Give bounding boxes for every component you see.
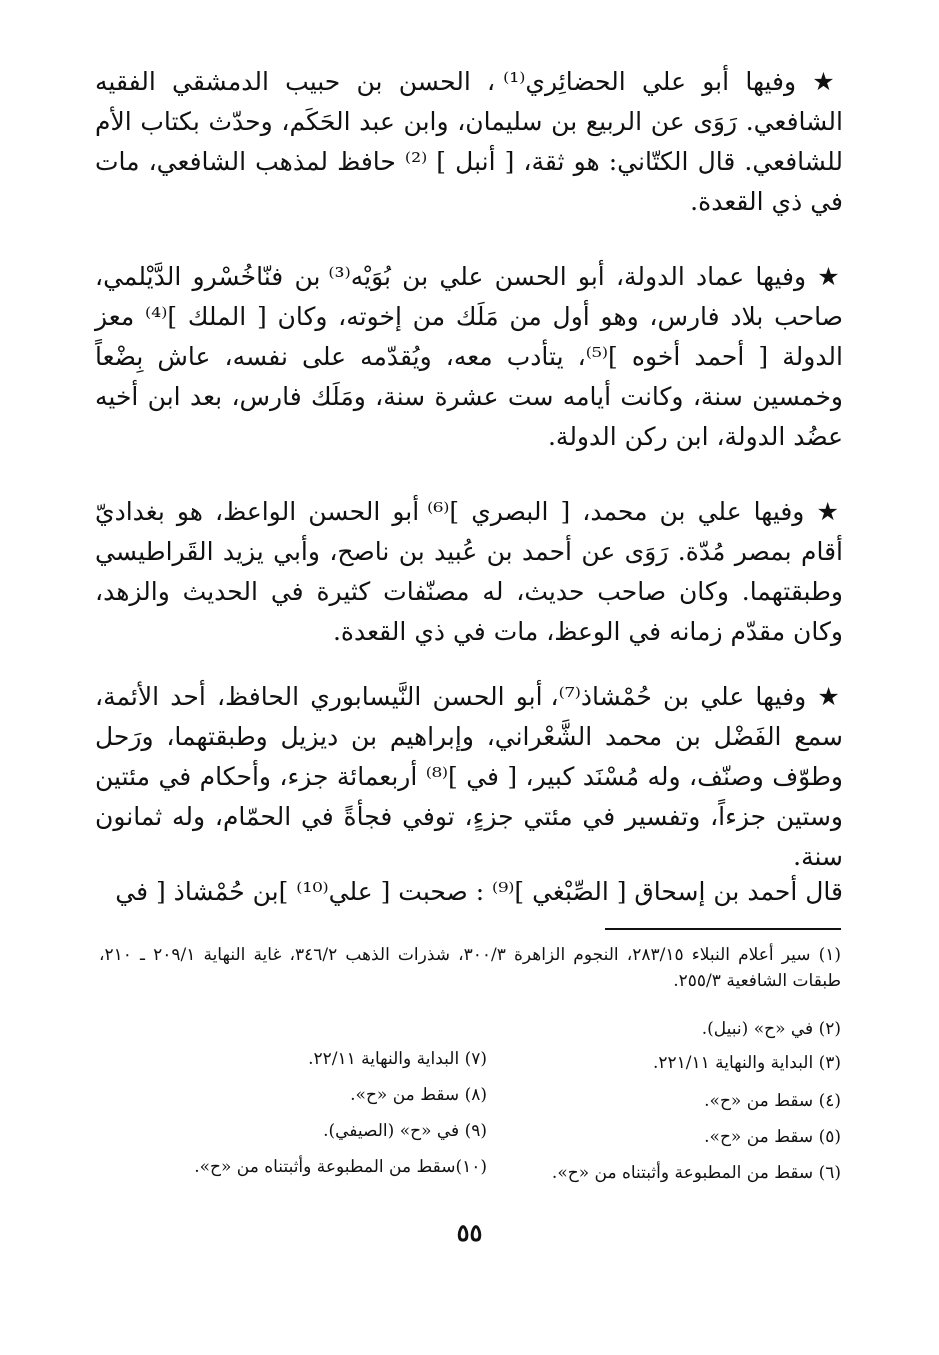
paragraph-al-hadairi: ★ وفيها أبو علي الحضائِري⁽¹⁾ ، الحسن بن حبيب الدمشقي الفقيه الشافعي. رَوَى عن الربيع بن سليمان، وابن عبد الحَكَم، وحدّث بكتاب الأم للشافعي. قال الكتّاني: هو ثقة، [ أنبل ] ⁽²⁾ حافظ لمذهب الشافعي، مات في ذي القعدة. bbox=[95, 67, 844, 216]
footnote-1: (١) سير أعلام النبلاء ٢٨٣/١٥، النجوم الزاهرة ٣٠٠/٣، شذرات الذهب ٣٤٦/٢، غاية النهاية ٢٠٩/١ ـ ٢١٠، طبقات الشافعية ٢٥٥/٣. bbox=[99, 945, 841, 991]
footnote-separator bbox=[605, 928, 841, 930]
page-number: ٥٥ bbox=[456, 1218, 483, 1247]
footnote-8: (٨) سقط من «ح». bbox=[350, 1085, 487, 1105]
paragraph-ali-bin-hamshad: ★ وفيها علي بن حُمْشاذ⁽⁷⁾، أبو الحسن النَّيسابوري الحافظ، أحد الأئمة، سمع الفَضْل بن محمد الشَّعْراني، وإبراهيم بن ديزيل وطبقتهما، ورَحل وطوّف وصنّف، وله مُسْنَد كبير، [ في ]⁽⁸⁾ أربعمائة جزء، وأحكام في مئتين وستين جزءاً، وتفسير في مئتي جزءٍ، توفي فجأةً في الحمّام، وله ثمانون سنة. bbox=[95, 682, 843, 871]
footnote-3: (٣) البداية والنهاية ٢٢١/١١. bbox=[652, 1053, 841, 1073]
paragraph-imad-al-dawla: ★ وفيها عماد الدولة، أبو الحسن علي بن بُوَيْه⁽³⁾ بن فنّاخُسْرو الدَّيْلمي، صاحب بلاد فارس، وهو أول من مَلَك من إخوته، وكان [ الملك ]⁽⁴⁾ معز الدولة [ أحمد أخوه ]⁽⁵⁾، يتأدب معه، ويُقدّمه على نفسه، عاش بِضْعاً وخمسين سنة، وكانت أيامه ست عشرة سنة، ومَلَك فارس، بعد ابن أخيه عضُد الدولة، ابن ركن الدولة. bbox=[95, 262, 843, 451]
footnote-10: (١٠)سقط من المطبوعة وأثبتناه من «ح». bbox=[194, 1157, 487, 1177]
footnote-5: (٥) سقط من «ح». bbox=[704, 1127, 841, 1147]
footnote-4: (٤) سقط من «ح». bbox=[704, 1091, 841, 1111]
footnote-2: (٢) في «ح» (نبيل). bbox=[701, 1019, 841, 1039]
footnote-6: (٦) سقط من المطبوعة وأثبتناه من «ح». bbox=[551, 1163, 841, 1183]
paragraph-ali-bin-muhammad: ★ وفيها علي بن محمد، [ البصري ]⁽⁶⁾ أبو الحسن الواعظ، هو بغداديّ أقام بمصر مُدّة. رَوَى عن أحمد بن عُبيد بن ناصح، وأبي يزيد القَراطيسي وطبقتهما. وكان صاحب حديث، له مصنّفات كثيرة في الحديث والزهد، وكان مقدّم زمانه في الوعظ، مات في ذي القعدة. bbox=[95, 497, 843, 646]
footnote-9: (٩) في «ح» (الصيفي). bbox=[323, 1121, 487, 1141]
footnote-7: (٧) البداية والنهاية ٢٢/١١. bbox=[308, 1049, 487, 1069]
paragraph-ahmad-bin-ishaq: قال أحمد بن إسحاق [ الصِّبْغي ]⁽⁹⁾ : صحبت [ علي⁽¹⁰⁾ ]بن حُمْشاذ [ في bbox=[115, 877, 843, 906]
